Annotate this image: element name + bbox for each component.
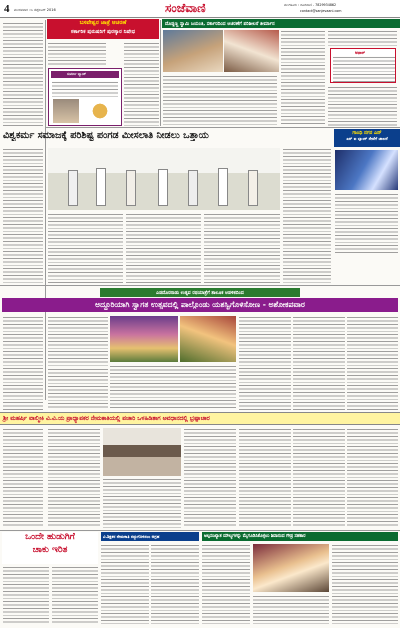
story-text [204,213,280,283]
page-number: 4 [4,3,10,15]
left-red-title: ಒಂದೇ ಹುಡುಗಿಗೆ [25,532,75,542]
story-text [347,316,398,410]
story-text [163,75,277,125]
date-line: ಮಂಗಳವಾರ ೧೩ ಸೆಪ್ಟೆಂಬರ್ 2016 [14,8,56,12]
story-text [48,42,106,66]
banner-pre-title: ಎಡದೊರನಾಡು ಉತ್ಸವ ರಥಯಾತ್ರೆಗೆ ತಾಲೂಕ ಆಡಳಿತದಿಂದ [156,291,244,296]
right-box-subtitle: ಎಸ್ ಐ ಬ್ಯಾಂಕ್ ಸೇವೆಗೆ ಚಾಲನೆ [346,136,388,141]
story-text [347,428,398,528]
bank-advertisement [48,68,122,126]
story-text [48,428,100,528]
bank-inauguration-photo [335,150,398,190]
story-text [253,595,329,624]
ad-title: ಸುವರ್ಣ ಬ್ಯಾಂಕ್ [67,72,87,76]
top-right-title: ದೊಡ್ಡಣ್ಣ ಸ್ವಾಮಿ ಜಯಂತಿ, ಸರ್ಕಾರದಿಂದ ಆಚರಣೆಗೆ ಪರಿಶೀಲನೆ ತೀರ್ಮಾನ [165,21,275,27]
masthead-logo: ಸಂಜೆವಾಣಿ [165,1,206,15]
story-text [48,316,108,366]
meeting-photo [103,428,181,476]
email-line: contact@sanjevaani.com [300,9,342,13]
left-red-headline [2,532,98,564]
story-text [48,213,123,283]
bottom-right-headline [202,532,398,541]
strip-title: ಶ್ರೀ ಮಹರ್ಷಿ ವಾಲ್ಮೀಕಿ ವಿ.ವಿ.ಯ ಪ್ರಾಧ್ಯಾಪಕರ ನೇಮಕಾತಿಯಲ್ಲಿ ಪಚಾರಿ ಒಳಹಿಡಿತಾಗ ಅವಧಾನದಲ್ಲಿ ಭ್ರಷ್ಟಾಚಾರ [3,415,210,422]
felicitation-photo [253,544,329,592]
story-text [328,30,397,46]
story-text [332,544,398,624]
stage-photo [224,30,279,72]
bottom-mid-headline [101,532,199,541]
story-text [293,428,345,528]
story-text [101,544,149,624]
story-text [202,544,250,624]
story-text [3,316,43,410]
story-text [335,193,398,255]
story-text [239,428,291,528]
top-left-title: ಬಸವೇಶ್ವರ ಜಾತ್ರೆ ಆಚರಣೆ [79,20,127,26]
story-text [48,368,108,410]
ad-photo [53,99,79,123]
center-title: ವಿಶ್ವಕರ್ಮ ಸಮಾಜಕ್ಕೆ ಪರಿಶಿಷ್ಟ ಪಂಗಡ ಮೀಸಲಾತಿ ನೀಡಲು ಒತ್ತಾಯ [3,130,209,141]
ad-emblem [85,101,115,121]
contact-line: ಮಂಗಳೂರು : ದೂರವಾಣಿ - 7829934862 [284,3,337,7]
left-column-text [3,22,43,126]
story-text [103,478,181,528]
story-text [281,30,325,125]
story-text [126,213,201,283]
banner-main-title: ಅದ್ದೂರಿಯಾಗಿ ಸ್ವಾಗತ ಉತ್ಸವದಲ್ಲಿ ಪಾಲ್ಗೊಂಡು ಯಶಸ್ವಿಗೊಳಿಸೋಣ - ಅಶೋಕಪವಾರ [95,300,305,309]
bottom-mid-title: ವಿ.ಶಿಕ್ಷಕರ ನೇಮಕಾತಿ ರದ್ದುಗೊಳಿಸಲು ಆಗ್ರಹ [103,534,160,539]
story-text [293,316,345,410]
group-photo [163,30,223,72]
story-text [239,316,291,410]
story-text [124,42,159,126]
story-text [328,86,397,126]
story-text [3,428,43,528]
story-text [283,148,331,284]
aadhar-box [330,48,396,83]
story-text [151,544,199,624]
top-right-headline [162,19,400,28]
right-box-headline [334,129,400,147]
bottom-right-title: ಅಲ್ಪಸಂಖ್ಯಾತ ಮೌಲ್ಯಗಳನ್ನು ಮೈಗೂಡಿಸಿಕೊಳ್ಳಲು ಶಿವಾನಂದ ಗೌಡ್ರ ಸಹಕಾರ [204,534,306,539]
story-text [184,428,236,528]
story-text [110,365,236,410]
story-text [52,566,98,624]
masthead [0,0,400,18]
center-headline [3,130,333,145]
story-text [3,566,49,624]
strip-headline [0,412,400,425]
right-box-title: ಗಾಂಧಿ ನಗರ ಎನ್ [352,130,382,136]
top-left-headline [47,19,159,39]
story-text [3,148,43,283]
banner-pre-headline [100,288,300,297]
rally-photo-2 [180,316,236,362]
top-left-subtitle: ಸರ್ಕಾರಿಕ ಪುರುಷರಿಗೆ ಪುರಸ್ಕಾರ ನಿಷೇಧ [70,29,136,35]
vishwakarma-group-photo [48,148,280,210]
banner-main-headline [2,298,398,312]
rally-photo [110,316,178,362]
aadhar-label: ಆಧಾರ್ [355,50,366,55]
left-red-subtitle: ಚಾಕು ಇರಿತ [32,545,68,555]
